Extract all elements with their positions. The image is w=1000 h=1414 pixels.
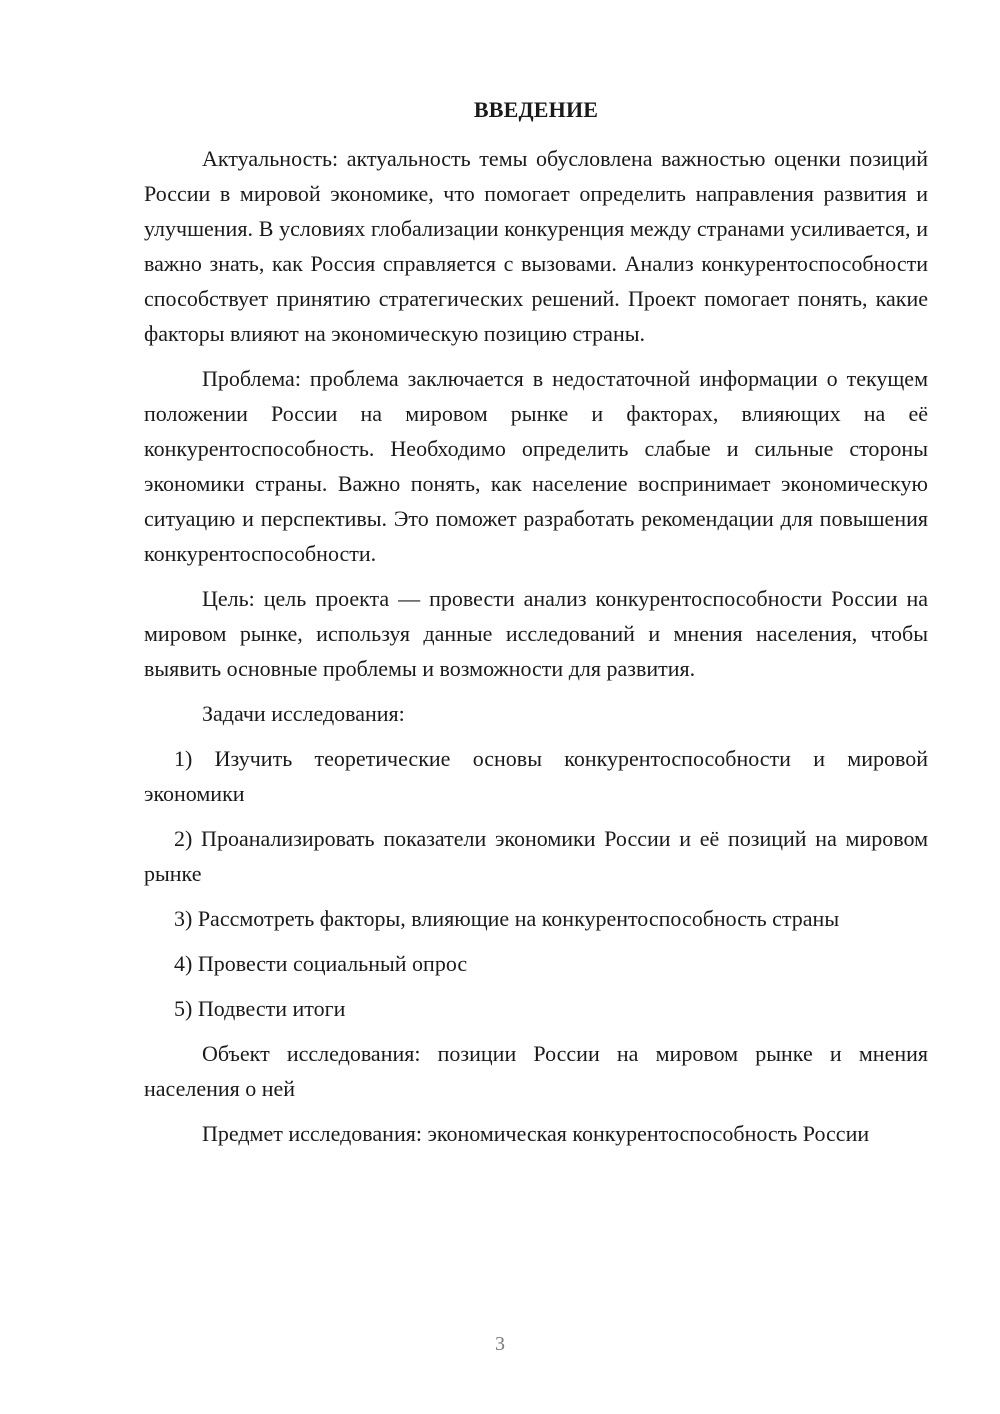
paragraph-relevance: Актуальность: актуальность темы обусловлена важностью оценки позиций России в мировой экономике, что помогает определить направления развития и улучшения. В условиях глобализации конкуренция между странами усиливается, и важно знать, как Россия справляется с вызовами. Анализ конкурентоспособности способствует принятию стратегических решений. Проект помогает понять, какие факторы влияют на экономическую позицию страны. — [144, 146, 928, 346]
document-page — [144, 92, 928, 1161]
paragraph-subject: Предмет исследования: экономическая конкурентоспособность России — [202, 1121, 870, 1146]
page-number: 3 — [495, 1333, 505, 1355]
tasks-heading: Задачи исследования: — [202, 701, 405, 726]
paragraph-object: Объект исследования: позиции России на мировом рынке и мнения населения о ней — [144, 1041, 928, 1101]
task-item-4: 4) Провести социальный опрос — [174, 951, 468, 976]
paragraph-goal: Цель: цель проекта — провести анализ конкурентоспособности России на мировом рынке, используя данные исследований и мнения населения, чтобы выявить основные проблемы и возможности для развития. — [144, 586, 928, 681]
task-item-1: 1) Изучить теоретические основы конкурентоспособности и мировой экономики — [144, 746, 928, 806]
task-item-2: 2) Проанализировать показатели экономики России и её позиций на мировом рынке — [144, 826, 928, 886]
section-heading: ВВЕДЕНИЕ — [473, 97, 599, 122]
task-item-3: 3) Рассмотреть факторы, влияющие на конкурентоспособность страны — [174, 906, 840, 931]
paragraph-problem: Проблема: проблема заключается в недостаточной информации о текущем положении России на мировом рынке и факторах, влияющих на её конкурентоспособность. Необходимо определить слабые и сильные стороны экономики страны. Важно понять, как население воспринимает экономическую ситуацию и перспективы. Это поможет разработать рекомендации для повышения конкурентоспособности. — [144, 366, 928, 566]
task-item-5: 5) Подвести итоги — [174, 996, 346, 1021]
